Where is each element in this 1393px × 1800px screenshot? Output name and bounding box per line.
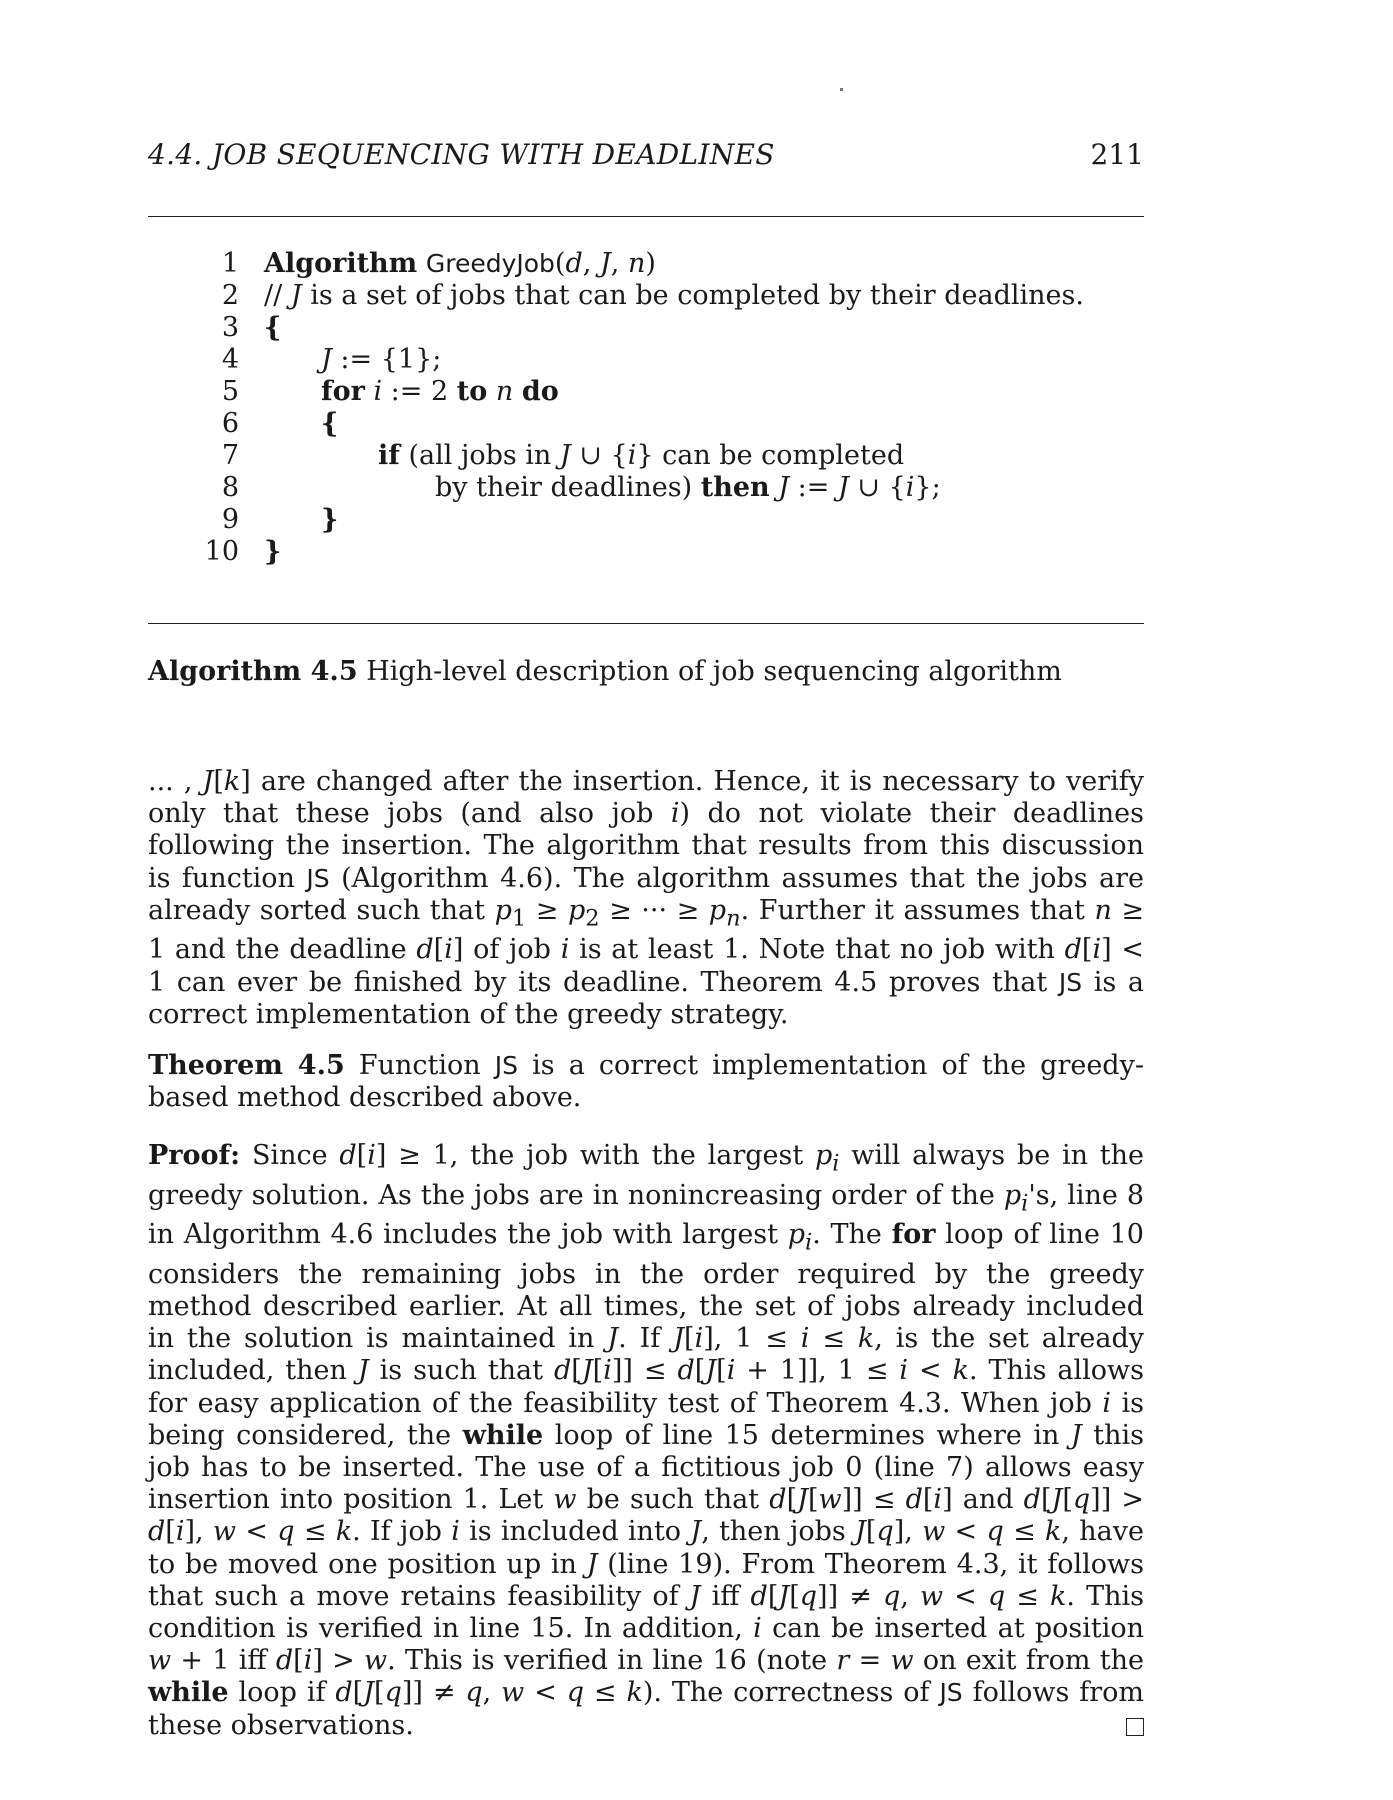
line-number: 1 (221, 248, 239, 279)
algorithm-listing (195, 248, 1135, 568)
line-number: 9 (221, 504, 239, 535)
code-text: by their deadlines) then J := J ∪ {i}; (435, 472, 941, 503)
code-text: for i := 2 to n do (321, 376, 559, 407)
line-number: 3 (221, 312, 239, 343)
code-line (195, 248, 1135, 280)
code-line (195, 536, 1135, 568)
proof-block (148, 1140, 1144, 1742)
code-text: } (264, 536, 282, 567)
code-line (195, 312, 1135, 344)
code-line (195, 440, 1135, 472)
qed-box-icon (1126, 1718, 1144, 1736)
code-text: } (321, 504, 339, 535)
code-line (195, 376, 1135, 408)
theorem-label: Theorem 4.5 (148, 1050, 345, 1081)
line-number: 2 (221, 280, 239, 311)
code-text: Algorithm GreedyJob(d, J, n) (264, 248, 656, 279)
line-number: 5 (221, 376, 239, 407)
code-line (195, 344, 1135, 376)
line-number: 4 (221, 344, 239, 375)
code-line (195, 504, 1135, 536)
code-text: if (all jobs in J ∪ {i} can be completed (378, 440, 905, 471)
code-text: // J is a set of jobs that can be completed by their deadlines. (264, 280, 1084, 311)
algorithm-caption (148, 655, 1144, 689)
line-number: 7 (221, 440, 239, 471)
proof-text: Since d[i] ≥ 1, the job with the largest $p_i$ will always be in the greedy solution. As the jobs are in nonincreasing order of the $p_i's$, line 8 in Algorithm 4.6 includes the job with largest $p_i$. The for loop of line 10 considers the remaining jobs in the order required by the greedy method described earlier. At all times, the set of jobs already included in the solution is maintained in J. If J[i], 1 ≤ i ≤ k, is the set already included, then J is such that d[J[i]] ≤ d[J[i + 1]], 1 ≤ i < k. This allows for easy application of the feasibility test of Theorem 4.3. When job i is being considered, the while loop of line 15 determines where in J this job has to be inserted. The use of a fictitious job 0 (line 7) allows easy insertion into position 1. Let w be such that d[J[w]] ≤ d[i] and d[J[q]] > d[i], w < q ≤ k. If job i is included into J, then jobs J[q], w < q ≤ k, have to be moved one position up in J (line 19). From Theorem 4.3, it follows that such a move retains feasibility of J iff d[J[q]] ≠ q, w < q ≤ k. This condition is verified in line 15. In addition, i can be inserted at position w + 1 iff d[i] > w. This is verified in line 16 (note r = w on exit from the while loop if d[J[q]] ≠ q, w < q ≤ k). The correctness of JS follows from these observations. (148, 1140, 1145, 1741)
page-number: 211 (1090, 138, 1144, 171)
caption-text: High-level description of job sequencing algorithm (366, 656, 1062, 687)
code-text: { (264, 312, 282, 343)
running-header (148, 138, 1144, 174)
code-line (195, 472, 1135, 504)
code-text: { (321, 408, 339, 439)
scan-speck (840, 88, 843, 91)
code-line (195, 280, 1135, 312)
algorithm-bottom-rule (148, 623, 1144, 624)
proof-label: Proof: (148, 1140, 241, 1171)
line-number: 6 (221, 408, 239, 439)
code-line (195, 408, 1135, 440)
body-paragraph: ... , J[k] are changed after the insertion. Hence, it is necessary to verify only that these jobs (and also job i) do not violate their deadlines following the insertion. The algorithm that results from this discussion is function JS (Algorithm 4.6). The algorithm assumes that the jobs are already sorted such that $p_1 \ge p_2$ ≥ ··· ≥ $p_n$. Further it assumes that n ≥ 1 and the deadline d[i] of job i is at least 1. Note that no job with d[i] < 1 can ever be finished by its deadline. Theorem 4.5 proves that JS is a correct implementation of the greedy strategy. (148, 766, 1145, 1030)
code-text: J := {1}; (321, 344, 442, 375)
theorem-text: Function JS is a correct implementation of the greedy-based method described above. (148, 1050, 1144, 1114)
line-number: 10 (204, 536, 239, 567)
algorithm-top-rule (148, 216, 1144, 217)
line-number: 8 (221, 472, 239, 503)
theorem-block (148, 1050, 1144, 1114)
section-title: 4.4. JOB SEQUENCING WITH DEADLINES (148, 138, 775, 171)
caption-label: Algorithm 4.5 (148, 656, 358, 687)
